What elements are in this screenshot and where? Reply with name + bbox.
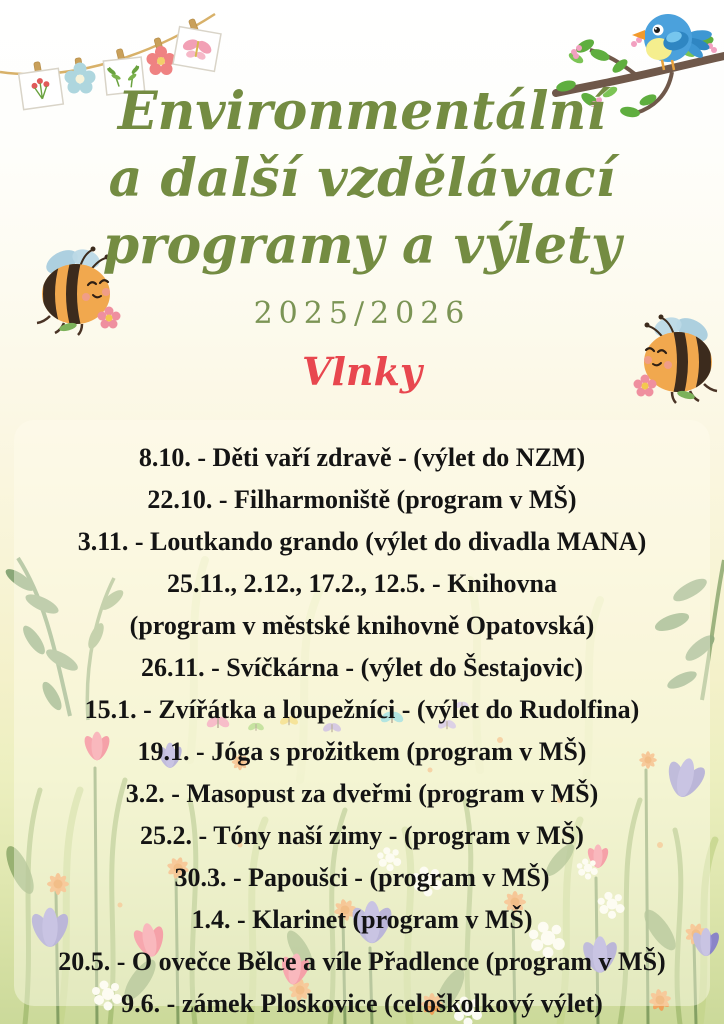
event-item: 25.2. - Tóny naší zimy - (program v MŠ) — [140, 821, 584, 850]
title-line-1: Environmentální — [117, 81, 607, 142]
event-item: 15.1. - Zvířátka a loupežníci - (výlet do Rudolfina) — [84, 695, 640, 724]
event-item: 9.6. - zámek Ploskovice (celoškolkový výlet) — [121, 989, 603, 1018]
school-year: 2025/2026 — [253, 296, 471, 331]
event-list — [0, 437, 724, 1024]
event-item: 19.1. - Jóga s prožitkem (program v MŠ) — [137, 737, 587, 766]
title-line-3: programy a výlety — [102, 215, 622, 276]
title-line-2: a další vzdělávací — [108, 148, 616, 209]
event-item: 26.11. - Svíčkárna - (výlet do Šestajovic) — [141, 653, 583, 682]
poster-title — [0, 78, 724, 279]
event-item: 25.11., 2.12., 17.2., 12.5. - Knihovna — [166, 569, 558, 598]
event-item: 30.3. - Papoušci - (program v MŠ) — [174, 863, 550, 892]
group-name: Vlnky — [302, 349, 422, 394]
event-item: 3.11. - Loutkando grando (výlet do divadla MANA) — [77, 527, 647, 556]
event-item: 8.10. - Děti vaří zdravě - (výlet do NZM) — [138, 443, 586, 472]
event-item: 20.5. - O ovečce Bělce a víle Přadlence (program v MŠ) — [58, 947, 666, 976]
event-item: 1.4. - Klarinet (program v MŠ) — [191, 905, 533, 934]
event-item: 3.2. - Masopust za dveřmi (program v MŠ) — [125, 779, 599, 808]
event-item: (program v městské knihovně Opatovská) — [129, 611, 595, 640]
event-item: 22.10. - Filharmoniště (program v MŠ) — [147, 485, 577, 514]
